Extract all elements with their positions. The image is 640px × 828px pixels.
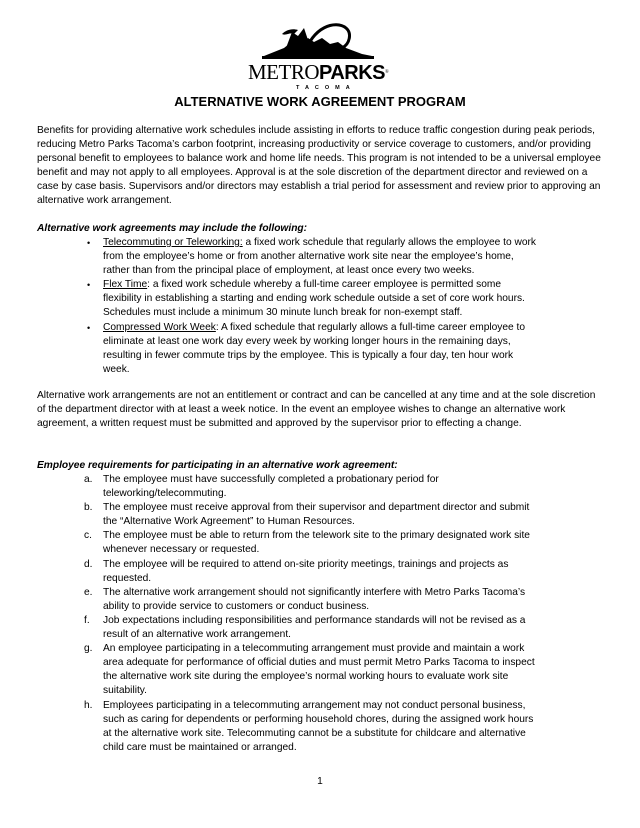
- item-text: An employee participating in a telecommuting arrangement must provide and maintain a work area adequate for performance of official duties and must permit Metro Parks Tacoma to inspect the alternative work site during the employee’s normal working hours to evaluate work site suitability.: [103, 643, 535, 697]
- list-item: [0, 586, 535, 614]
- item-letter: b.: [84, 502, 93, 514]
- item-text: The alternative work arrangement should not significantly interfere with Metro Parks Tacoma’s ability to provide service to customers or conduct business.: [103, 586, 526, 612]
- page-title: ALTERNATIVE WORK AGREEMENT PROGRAM: [174, 94, 466, 109]
- item-text: Employees participating in a telecommuting arrangement may not conduct personal business, such as caring for dependents or performing household chores, during the assigned work hours at the alternative work site. Telecommuting cannot be a substitute for childcare and alternative child care must be maintained or arranged.: [103, 699, 534, 753]
- item-text: : a fixed work schedule whereby a full-time career employee is permitted some flexibility in establishing a starting and ending work schedule outside a set of core work hours. Schedules must include a minimum 30 minute lunch break for non-exempt staff.: [103, 279, 525, 319]
- item-letter: a.: [84, 474, 93, 485]
- item-text: The employee must have successfully completed a probationary period for teleworking/telecommuting.: [103, 474, 439, 500]
- intro-paragraph: Benefits for providing alternative work schedules include assisting in efforts to reduce traffic congestion during peak periods, reducing Metro Parks Tacoma’s carbon footprint, increasing productivity or service coverage to customers, and/or providing personal benefit to employees to balance work and home life needs. This program is not intended to be a universal employee benefit and may not apply to all employees. Approval is at the sole discretion of the department director and reviewed on a case by case basis. Supervisors and/or directors may establish a trial period for assessment and review prior to approving an alternative work arrangement.: [37, 125, 601, 207]
- bullet-icon: •: [87, 238, 91, 248]
- agreement-types-list: [0, 236, 640, 377]
- list-item: [0, 236, 540, 278]
- list-item: [0, 501, 535, 529]
- list-item: [0, 321, 540, 377]
- page-number: 1: [317, 776, 323, 787]
- item-letter: g.: [84, 643, 93, 655]
- entitlement-paragraph: Alternative work arrangements are not an entitlement or contract and can be cancelled at any time and at the sole discretion of the department director with at least a week notice. In the event an employee wishes to change an alternative work agreement, a written request must be submitted and approved by the supervisor prior to effecting a change.: [37, 390, 596, 430]
- item-term: Compressed Work Week: [103, 321, 216, 333]
- item-letter: d.: [84, 558, 93, 570]
- item-text: : A fixed schedule that regularly allows a full-time career employee to eliminate at least one work day every week by working longer hours in the remaining days, resulting in fewer commute trips by the employee. This is typically a four day, ten hour work week.: [103, 321, 526, 375]
- list-item: [0, 558, 535, 586]
- item-letter: f.: [84, 614, 90, 626]
- item-letter: h.: [84, 699, 93, 711]
- list-item: [0, 529, 535, 557]
- requirements-list: [0, 473, 640, 755]
- logo-wordmark: [248, 62, 388, 84]
- item-text: The employee must receive approval from their supervisor and department director and submit the “Alternative Work Agreement” to Human Resources.: [103, 502, 530, 528]
- item-term: Flex Time: [103, 279, 148, 291]
- item-text: Job expectations including responsibilities and performance standards will not be revised as a result of an alternative work arrangement.: [103, 614, 526, 641]
- bullet-icon: •: [87, 280, 91, 291]
- list-item: [0, 614, 535, 642]
- agreements-heading: Alternative work agreements may include the following:: [37, 223, 308, 234]
- bullet-icon: •: [87, 322, 91, 333]
- item-term: Telecommuting or Teleworking:: [103, 237, 243, 248]
- item-letter: e.: [84, 586, 93, 598]
- list-item: [0, 278, 540, 320]
- metro-parks-logo: [242, 18, 398, 92]
- logo-parks: PARKS: [319, 62, 386, 84]
- tree-mountain-icon: [242, 18, 398, 66]
- item-text: a fixed work schedule that regularly allows the employee to work from the employee’s home or from another alternative work site near the employee’s home, rather than from the principal place of employment, at least once every two weeks.: [103, 237, 536, 277]
- item-letter: c.: [84, 530, 92, 542]
- logo-subtitle: TACOMA: [296, 85, 356, 91]
- list-item: [0, 699, 535, 755]
- logo-trademark: ®: [385, 70, 389, 75]
- item-text: The employee will be required to attend on-site priority meetings, trainings and projects as requested.: [103, 558, 509, 584]
- list-item: [0, 642, 535, 698]
- list-item: [0, 473, 535, 501]
- logo-metro: METRO: [248, 60, 319, 84]
- requirements-heading: Employee requirements for participating in an alternative work agreement:: [37, 460, 398, 471]
- item-text: The employee must be able to return from the telework site to the primary designated work site whenever necessary or requested.: [103, 530, 530, 556]
